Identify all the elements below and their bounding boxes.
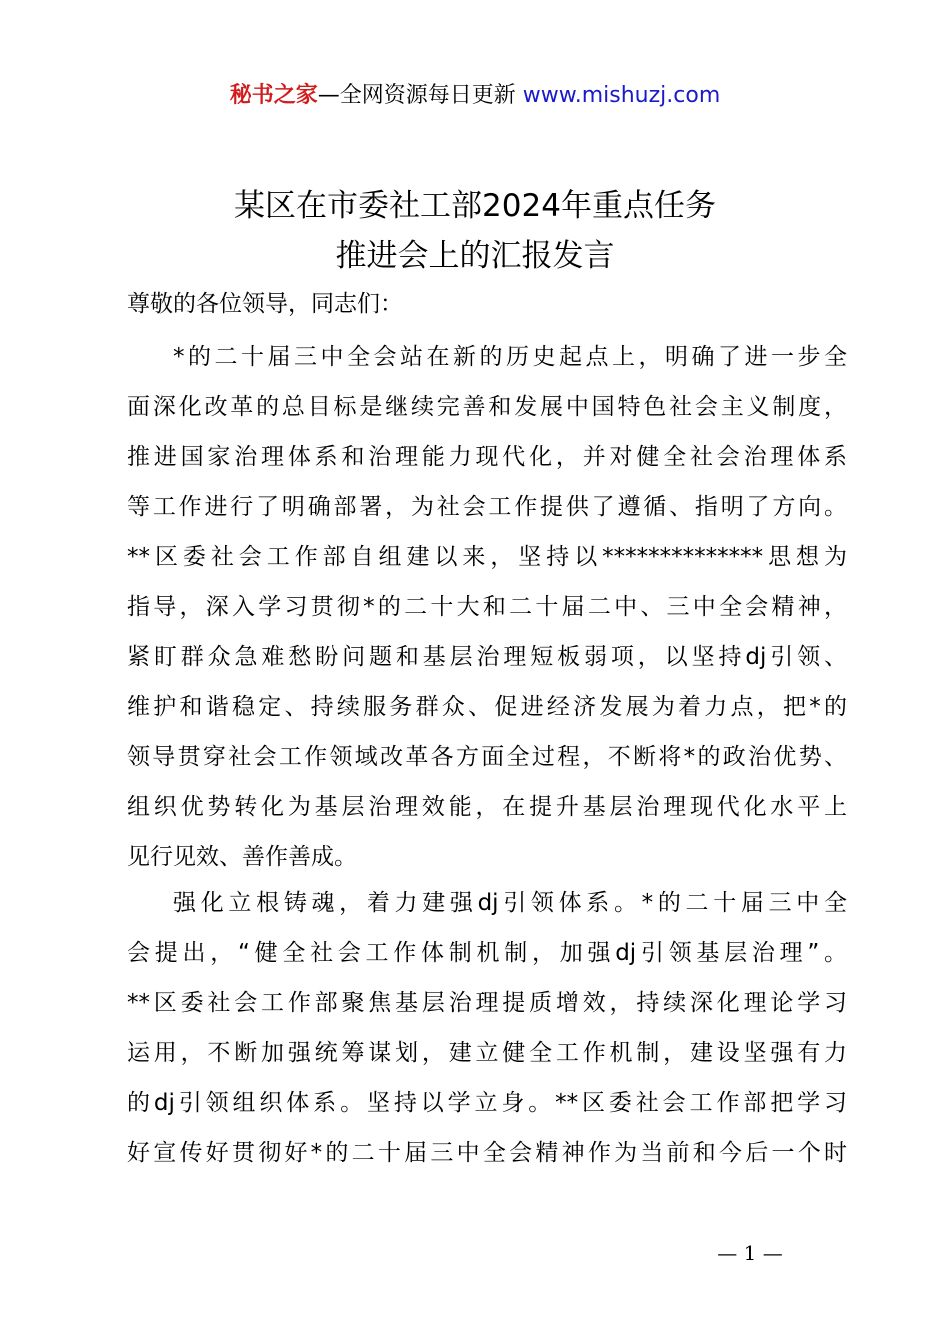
paragraph-line: 维护和谐稳定、持续服务群众、促进经济发展为着力点，把*的 [127,694,847,720]
document-title-line-1: 某区在市委社工部2024年重点任务 [234,188,716,224]
paragraph-line: 领导贯穿社会工作领域改革各方面全过程，不断将*的政治优势、 [127,744,847,770]
paragraph-line: 会提出，“健全社会工作体制机制，加强dj引领基层治理”。 [127,940,847,966]
site-brand: 秘书之家 [229,83,318,108]
body-paragraph-2 [127,878,847,1178]
site-tagline: —全网资源每日更新 [317,83,523,108]
paragraph-line: 好宣传好贯彻好*的二十届三中全会精神作为当前和今后一个时 [127,1140,847,1166]
paragraph-line: 运用，不断加强统筹谋划，建立健全工作机制，建设坚强有力 [127,1040,847,1066]
paragraph-line: *的二十届三中全会站在新的历史起点上，明确了进一步全 [173,344,847,370]
paragraph-line: **区委社会工作部自组建以来，坚持以**************思想为 [127,544,847,570]
page-number: — 1 — [717,1241,783,1265]
paragraph-line: 紧盯群众急难愁盼问题和基层治理短板弱项，以坚持dj引领、 [127,644,847,670]
paragraph-line: 强化立根铸魂，着力建强dj引领体系。*的二十届三中全 [173,890,847,916]
paragraph-line: 指导，深入学习贯彻*的二十大和二十届二中、三中全会精神， [127,594,847,620]
paragraph-line: 见行见效、善作善成。 [127,844,357,870]
paragraph-line: 推进国家治理体系和治理能力现代化，并对健全社会治理体系 [127,444,847,470]
document-title-line-2: 推进会上的汇报发言 [335,238,615,274]
site-header [0,80,950,112]
paragraph-line: 的dj引领组织体系。坚持以学立身。**区委社会工作部把学习 [127,1090,847,1116]
paragraph-line: 等工作进行了明确部署，为社会工作提供了遵循、指明了方向。 [127,494,847,520]
body-paragraph-1 [127,332,847,882]
site-url-link[interactable]: www.mishuzj.com [522,83,721,108]
paragraph-line: 组织优势转化为基层治理效能，在提升基层治理现代化水平上 [127,794,847,820]
salutation: 尊敬的各位领导，同志们： [127,291,403,317]
paragraph-line: **区委社会工作部聚焦基层治理提质增效，持续深化理论学习 [127,990,847,1016]
paragraph-line: 面深化改革的总目标是继续完善和发展中国特色社会主义制度， [127,394,847,420]
